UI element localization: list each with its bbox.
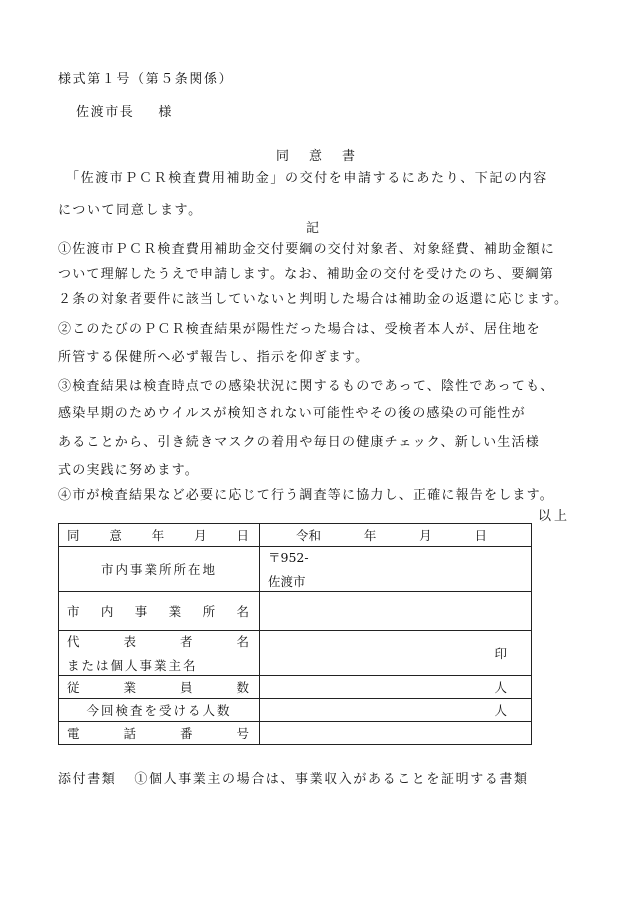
employees-unit: 人 <box>494 680 507 695</box>
clause-line: ２条の対象者要件に該当していないと判明した場合は補助金の返還に応じます。 <box>58 292 569 307</box>
employees-field[interactable] <box>260 676 532 699</box>
clause-line: 感染早期のためウイルスが検知されない可能性やその後の感染の可能性が <box>58 406 526 421</box>
attachment-note <box>58 768 529 787</box>
form-number: 様式第１号（第５条関係） <box>58 72 234 87</box>
city: 佐渡市 <box>268 574 306 589</box>
postal-code: 〒952- <box>268 550 309 565</box>
representative-label: 代 表 者 名 または個人事業主名 <box>59 631 260 676</box>
closing-ijou: 以上 <box>538 509 571 524</box>
clause-line: あることから、引き続きマスクの着用や毎日の健康チェック、新しい生活様 <box>58 435 540 450</box>
attachment-label: 添付書類 <box>58 772 117 787</box>
consent-form-table <box>58 523 532 745</box>
clause-line: ③検査結果は検査時点での感染状況に関するものであって、陰性であっても、 <box>58 379 555 394</box>
intro-line-2: について同意します。 <box>58 203 203 218</box>
date-label: 同 意 年 月 日 <box>59 524 260 547</box>
seal-mark: 印 <box>494 646 507 661</box>
intro-line-1: 「佐渡市ＰＣＲ検査費用補助金」の交付を申請するにあたり、下記の内容 <box>66 171 548 186</box>
honorific: 様 <box>158 105 174 120</box>
clause-line: ①佐渡市ＰＣＲ検査費用補助金交付要綱の交付対象者、対象経費、補助金額に <box>58 242 556 257</box>
addressee <box>76 101 173 120</box>
office-location-field[interactable] <box>260 547 532 592</box>
clause-line: ②このたびのＰＣＲ検査結果が陽性だった場合は、受検者本人が、居住地を <box>58 322 541 337</box>
phone-field[interactable] <box>260 722 532 745</box>
employees-label: 従 業 員 数 <box>59 676 260 699</box>
phone-label: 電 話 番 号 <box>59 722 260 745</box>
office-name-field[interactable] <box>260 592 532 631</box>
testees-unit: 人 <box>494 703 507 718</box>
addressee-name: 佐渡市長 <box>76 105 135 120</box>
document-title: 同意書 <box>276 149 376 164</box>
clause-line: 式の実践に努めます。 <box>58 463 199 478</box>
office-name-label: 市 内 事 業 所 名 <box>59 592 260 631</box>
clause-line: ついて理解したうえで申請します。なお、補助金の交付を受けたのち、要綱第 <box>58 267 554 282</box>
representative-field[interactable] <box>260 631 532 676</box>
clause-line: 所管する保健所へ必ず報告し、指示を仰ぎます。 <box>58 350 370 365</box>
office-location-label: 市内事業所所在地 <box>59 547 260 592</box>
testees-field[interactable] <box>260 699 532 722</box>
ki-heading: 記 <box>306 221 321 236</box>
clause-line: ④市が検査結果など必要に応じて行う調査等に協力し、正確に報告をします。 <box>58 488 554 503</box>
attachment-item: ①個人事業主の場合は、事業収入があることを証明する書類 <box>134 772 529 787</box>
date-field[interactable]: 令和 年 月 日 <box>260 524 532 547</box>
testees-label: 今回検査を受ける人数 <box>59 699 260 722</box>
